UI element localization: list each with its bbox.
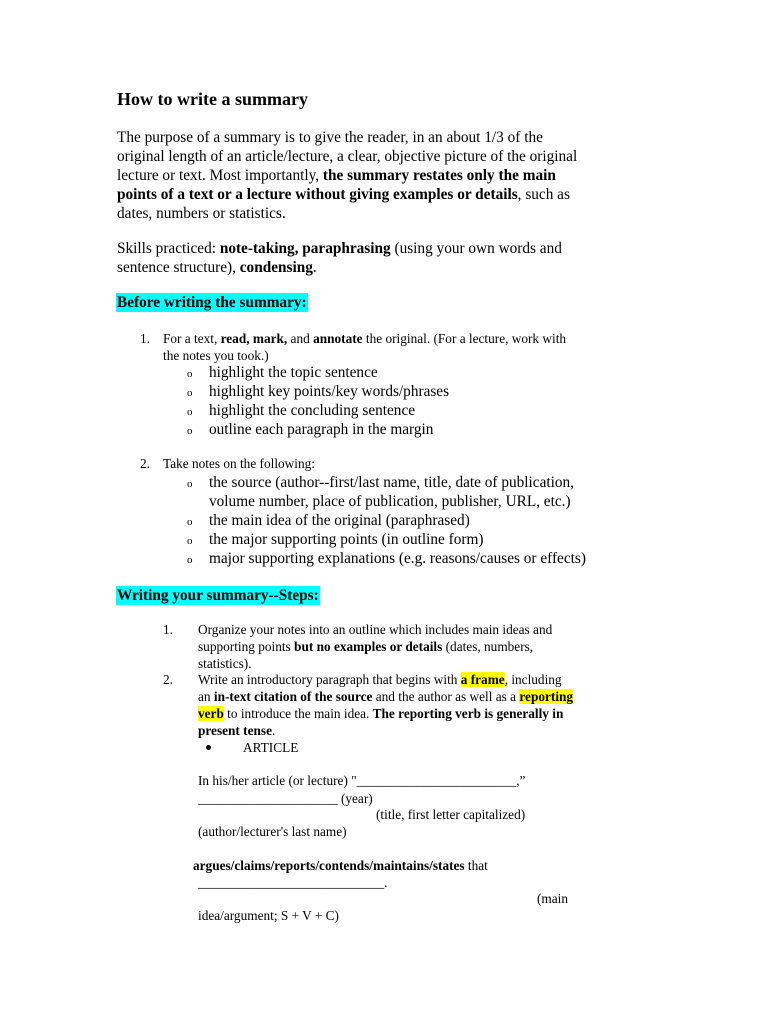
article-label: ARTICLE — [243, 740, 299, 755]
step-text: (dates, numbers, — [442, 639, 534, 654]
frame-title-note: (title, first letter capitalized) — [376, 807, 526, 822]
skills-line-1 — [117, 239, 562, 258]
bullet-icon: o — [187, 387, 193, 399]
highlighted-phrase: verb — [198, 706, 224, 721]
bullet-icon: o — [187, 516, 193, 528]
step-2-line-3 — [198, 705, 563, 722]
bullet-dot-icon — [206, 745, 211, 750]
section-heading-before-writing — [116, 293, 308, 312]
step-text: supporting points — [198, 639, 295, 654]
step-text: Write an introductory paragraph that begins with — [198, 672, 461, 687]
bullet-icon: o — [187, 535, 193, 547]
intro-emphasis: points of a text or a lecture without giving examples or details — [117, 186, 518, 203]
step-text: and the author as well as a — [372, 689, 520, 704]
intro-text: , such as — [517, 186, 570, 203]
item-1-line-2: the notes you took.) — [163, 348, 269, 363]
step-text: an — [198, 689, 214, 704]
item-text: For a text, — [163, 331, 221, 346]
skills-line-2 — [117, 258, 317, 277]
intro-text: lecture or text. Most importantly, — [117, 167, 323, 184]
step-emphasis: in-text citation of the source — [213, 689, 373, 704]
list-item: major supporting explanations (e.g. reasons/causes or effects) — [209, 550, 586, 567]
frame-blank-line: ____________________________. — [198, 875, 388, 890]
step-2-number: 2. — [163, 672, 173, 687]
bullet-icon: o — [187, 368, 193, 380]
item-2-number: 2. — [140, 456, 150, 471]
bullet-icon: o — [187, 425, 193, 437]
skills-emphasis: note-taking, paraphrasing — [219, 240, 391, 257]
skills-text: . — [312, 259, 317, 276]
list-item-continued: volume number, place of publication, publisher, URL, etc.) — [209, 493, 571, 510]
intro-line-1: The purpose of a summary is to give the reader, in an about 1/3 of the — [117, 129, 543, 146]
step-1-line-2 — [198, 638, 533, 655]
item-text: and — [287, 331, 314, 346]
skills-text: (using your own words and — [390, 240, 562, 257]
frame-idea-note: idea/argument; S + V + C) — [198, 908, 339, 923]
step-emphasis: but no examples or details — [294, 639, 443, 654]
skills-emphasis: condensing — [239, 259, 313, 276]
item-text: the original. (For a lecture, work with — [362, 331, 567, 346]
bullet-icon: o — [187, 554, 193, 566]
list-item: highlight the topic sentence — [209, 364, 378, 381]
skills-prefix: Skills practiced: — [117, 240, 220, 257]
step-emphasis: present tense — [198, 723, 272, 738]
frame-main-note: (main — [537, 891, 569, 906]
highlighted-phrase: a frame — [460, 672, 505, 687]
list-item: highlight the concluding sentence — [209, 402, 416, 419]
step-1-line-1: Organize your notes into an outline which includes main ideas and — [198, 622, 553, 637]
bullet-icon: o — [187, 406, 193, 418]
frame-line-1: In his/her article (or lecture) "________________________,” — [198, 773, 526, 788]
bullet-icon: o — [187, 478, 193, 490]
step-2-line-4 — [198, 722, 275, 739]
highlighted-heading: Writing your summary--Steps: — [117, 587, 319, 604]
reporting-verbs: argues/claims/reports/contends/maintains/states — [193, 858, 465, 873]
skills-text: sentence structure), — [117, 259, 240, 276]
step-text: , including — [504, 672, 562, 687]
step-2-line-2 — [198, 688, 573, 705]
intro-line-4 — [117, 185, 570, 204]
item-1-number: 1. — [140, 331, 150, 346]
frame-reporting-verbs — [193, 857, 488, 874]
item-emphasis: read, mark, — [220, 331, 288, 346]
list-item: the source (author--first/last name, title, date of publication, — [209, 474, 574, 491]
frame-text: that — [464, 858, 488, 873]
list-item: outline each paragraph in the margin — [209, 421, 434, 438]
list-item: the main idea of the original (paraphrased) — [209, 512, 470, 529]
step-text: . — [271, 723, 276, 738]
list-item: the major supporting points (in outline form) — [209, 531, 484, 548]
item-1-line-1 — [163, 330, 566, 347]
highlighted-heading: Before writing the summary: — [117, 294, 307, 311]
intro-line-2: original length of an article/lecture, a clear, objective picture of the original — [117, 148, 578, 165]
step-2-line-1 — [198, 671, 562, 688]
step-1-line-3: statistics). — [198, 656, 252, 671]
intro-line-3 — [117, 166, 556, 185]
intro-line-5: dates, numbers or statistics. — [117, 205, 286, 222]
list-item: highlight key points/key words/phrases — [209, 383, 450, 400]
step-text: to introduce the main idea. — [223, 706, 373, 721]
step-1-number: 1. — [163, 622, 173, 637]
frame-author-note: (author/lecturer's last name) — [198, 824, 347, 839]
step-emphasis: The reporting verb is generally in — [372, 706, 564, 721]
intro-emphasis: the summary restates only the main — [322, 167, 556, 184]
item-2-text: Take notes on the following: — [163, 456, 315, 471]
frame-line-2: _____________________ (year) — [198, 791, 373, 806]
item-emphasis: annotate — [313, 331, 363, 346]
section-heading-writing-steps — [116, 586, 320, 605]
highlighted-phrase: reporting — [519, 689, 574, 704]
page-title: How to write a summary — [117, 89, 308, 109]
